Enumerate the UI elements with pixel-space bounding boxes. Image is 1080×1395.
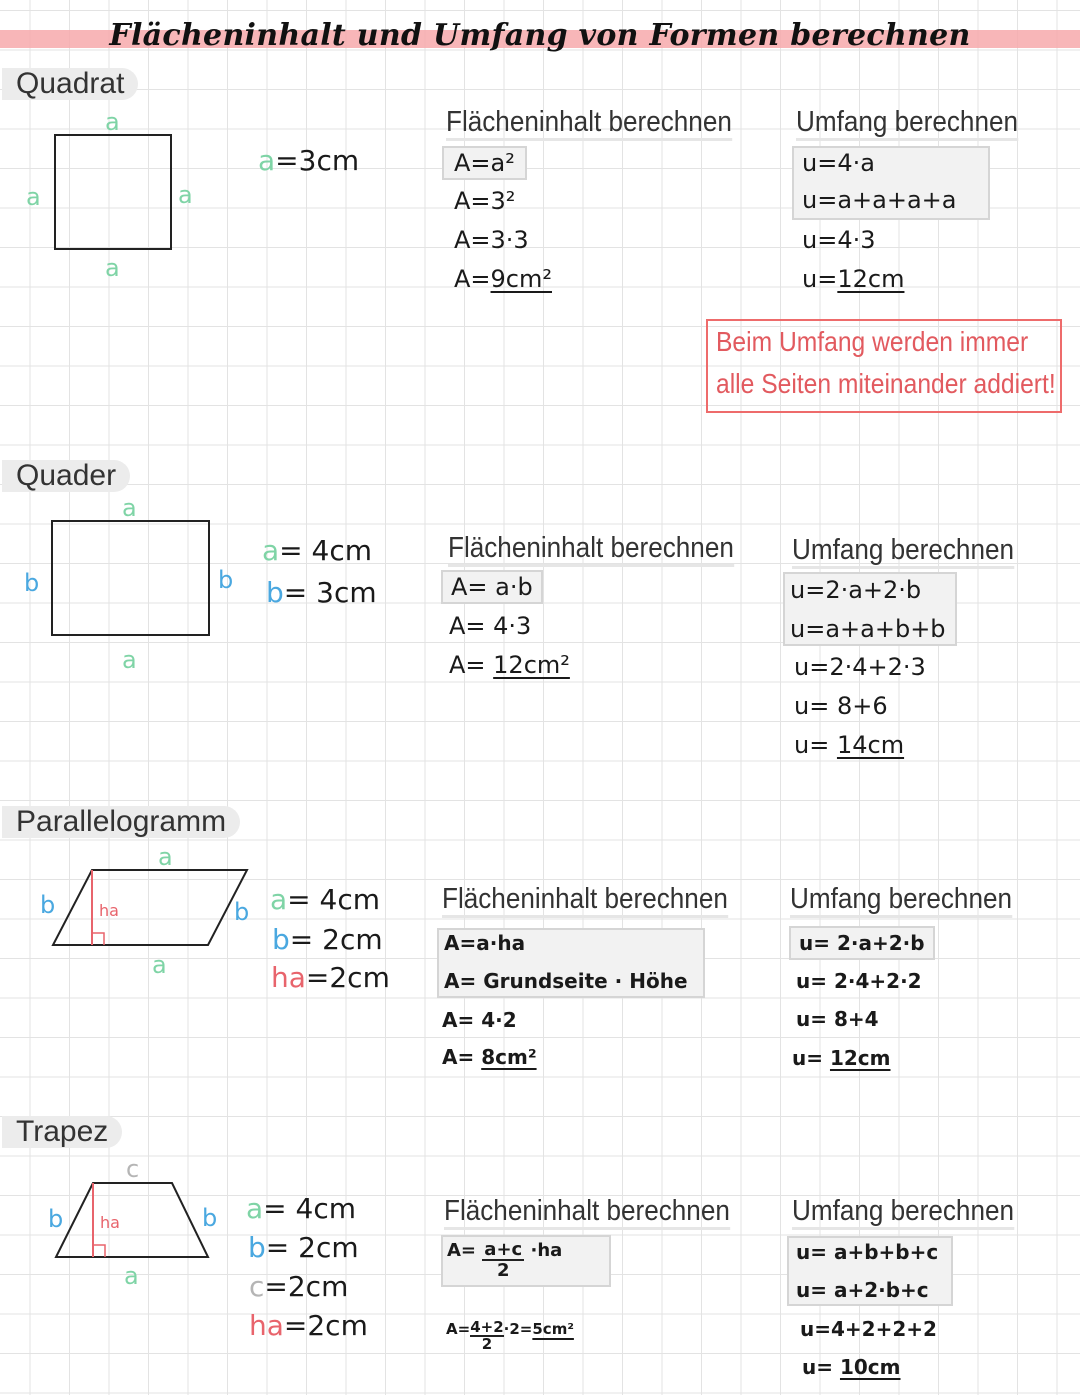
parallelogramm-perimeter-step2: u= 8+4: [796, 1007, 879, 1031]
trapez-side-top: c: [126, 1155, 140, 1183]
parallelogramm-perimeter-result: u= 12cm: [792, 1046, 891, 1070]
trapez-height-label: ha: [100, 1213, 120, 1232]
trapezoid-right-angle: [93, 1245, 105, 1257]
trapez-area-calc: A= $\frac{4+2}{2}$ ·2=5cm²: [446, 1318, 574, 1353]
quadrat-side-bottom: a: [105, 254, 120, 282]
parallelogramm-area-heading: Flächeninhalt berechnen: [442, 883, 728, 918]
parallelogramm-var-a: a= 4cm: [270, 883, 381, 916]
quadrat-side-top: a: [105, 108, 120, 136]
parallelogram-shape: [53, 870, 250, 945]
quader-perimeter-formula1: u=2·a+2·b: [790, 576, 922, 604]
quader-area-formula: A= a·b: [441, 570, 543, 604]
parallelogramm-side-top: a: [158, 843, 173, 871]
trapez-side-left: b: [48, 1205, 64, 1233]
trapez-perimeter-heading: Umfang berechnen: [792, 1195, 1014, 1230]
trapez-area-formula: A= $\frac{a+c}{2}$ ·ha: [447, 1239, 563, 1281]
parallelogramm-area-words: A= Grundseite · Höhe: [444, 969, 688, 993]
quadrat-area-result: A=9cm²: [454, 265, 552, 293]
parallelogramm-area-step1: A= 4·2: [442, 1008, 517, 1032]
page-title: Flächeninhalt und Umfang von Formen berechnen: [109, 18, 971, 53]
quader-area-heading: Flächeninhalt berechnen: [448, 532, 734, 567]
parallelogramm-height-label: ha: [99, 901, 119, 920]
trapez-side-bottom: a: [124, 1262, 139, 1290]
parallelogramm-perimeter-formula: u= 2·a+2·b: [789, 926, 935, 960]
quader-perimeter-step1: u=2·4+2·3: [794, 653, 926, 681]
quader-side-left: b: [24, 569, 40, 597]
parallelogramm-perimeter-step1: u= 2·4+2·2: [796, 969, 922, 993]
quadrat-perimeter-formula1: u=4·a: [802, 149, 875, 177]
quader-perimeter-result: u= 14cm: [794, 731, 905, 759]
trapez-var-ha: ha=2cm: [249, 1309, 368, 1342]
quadrat-side-right: a: [178, 181, 193, 209]
section-label-parallelogramm: Parallelogramm: [2, 806, 240, 838]
trapez-side-right: b: [202, 1204, 218, 1232]
quader-perimeter-step2: u= 8+6: [794, 692, 888, 720]
trapez-perimeter-formula2: u= a+2·b+c: [796, 1278, 929, 1302]
parallelogramm-side-right: b: [234, 898, 250, 926]
trapez-area-heading: Flächeninhalt berechnen: [444, 1195, 730, 1230]
trapez-perimeter-result: u= 10cm: [802, 1355, 901, 1379]
parallelogram-right-angle: [92, 933, 104, 945]
quadrat-side-left: a: [26, 183, 41, 211]
parallelogramm-side-bottom: a: [152, 951, 167, 979]
note-line-2: alle Seiten miteinander addiert!: [716, 368, 1056, 399]
quader-var-a: a= 4cm: [262, 534, 373, 567]
quadrat-area-step2: A=3·3: [454, 226, 529, 254]
quader-area-step1: A= 4·3: [449, 612, 532, 640]
section-label-quader: Quader: [2, 460, 130, 492]
quadrat-area-heading: Flächeninhalt berechnen: [446, 106, 732, 141]
section-label-trapez: Trapez: [2, 1116, 122, 1148]
quader-side-bottom: a: [122, 646, 137, 674]
quader-perimeter-heading: Umfang berechnen: [792, 534, 1014, 569]
quadrat-perimeter-step1: u=4·3: [802, 226, 876, 254]
quader-var-b: b= 3cm: [266, 576, 377, 609]
quader-area-result: A= 12cm²: [449, 651, 570, 679]
note-line-1: Beim Umfang werden immer: [716, 326, 1029, 357]
section-label-quadrat: Quadrat: [2, 68, 138, 100]
rectangle-shape: [52, 521, 209, 635]
trapez-var-c: c=2cm: [249, 1270, 349, 1303]
quader-perimeter-formula2: u=a+a+b+b: [790, 615, 946, 643]
square-shape: [55, 135, 171, 249]
trapez-perimeter-step1: u=4+2+2+2: [800, 1317, 937, 1341]
trapez-var-b: b= 2cm: [248, 1231, 359, 1264]
quader-side-top: a: [122, 494, 137, 522]
quadrat-area-step1: A=3²: [454, 187, 516, 215]
parallelogramm-var-ha: ha=2cm: [271, 961, 390, 994]
quadrat-var-a: a=3cm: [258, 144, 360, 177]
parallelogramm-side-left: b: [40, 891, 56, 919]
quader-side-right: b: [218, 566, 234, 594]
trapez-perimeter-formula1: u= a+b+b+c: [796, 1240, 939, 1264]
quadrat-perimeter-result: u=12cm: [802, 265, 905, 293]
parallelogramm-area-formula: A=a·ha: [444, 931, 526, 955]
parallelogramm-area-result: A= 8cm²: [442, 1045, 537, 1069]
quadrat-area-formula: A=a²: [442, 146, 527, 180]
parallelogramm-var-b: b= 2cm: [272, 923, 383, 956]
trapez-var-a: a= 4cm: [246, 1192, 357, 1225]
quadrat-perimeter-heading: Umfang berechnen: [796, 106, 1018, 141]
parallelogramm-perimeter-heading: Umfang berechnen: [790, 883, 1012, 918]
perimeter-hint-note: [706, 319, 1062, 413]
quadrat-perimeter-formula2: u=a+a+a+a: [802, 186, 957, 214]
trapezoid-shape: [56, 1183, 208, 1257]
